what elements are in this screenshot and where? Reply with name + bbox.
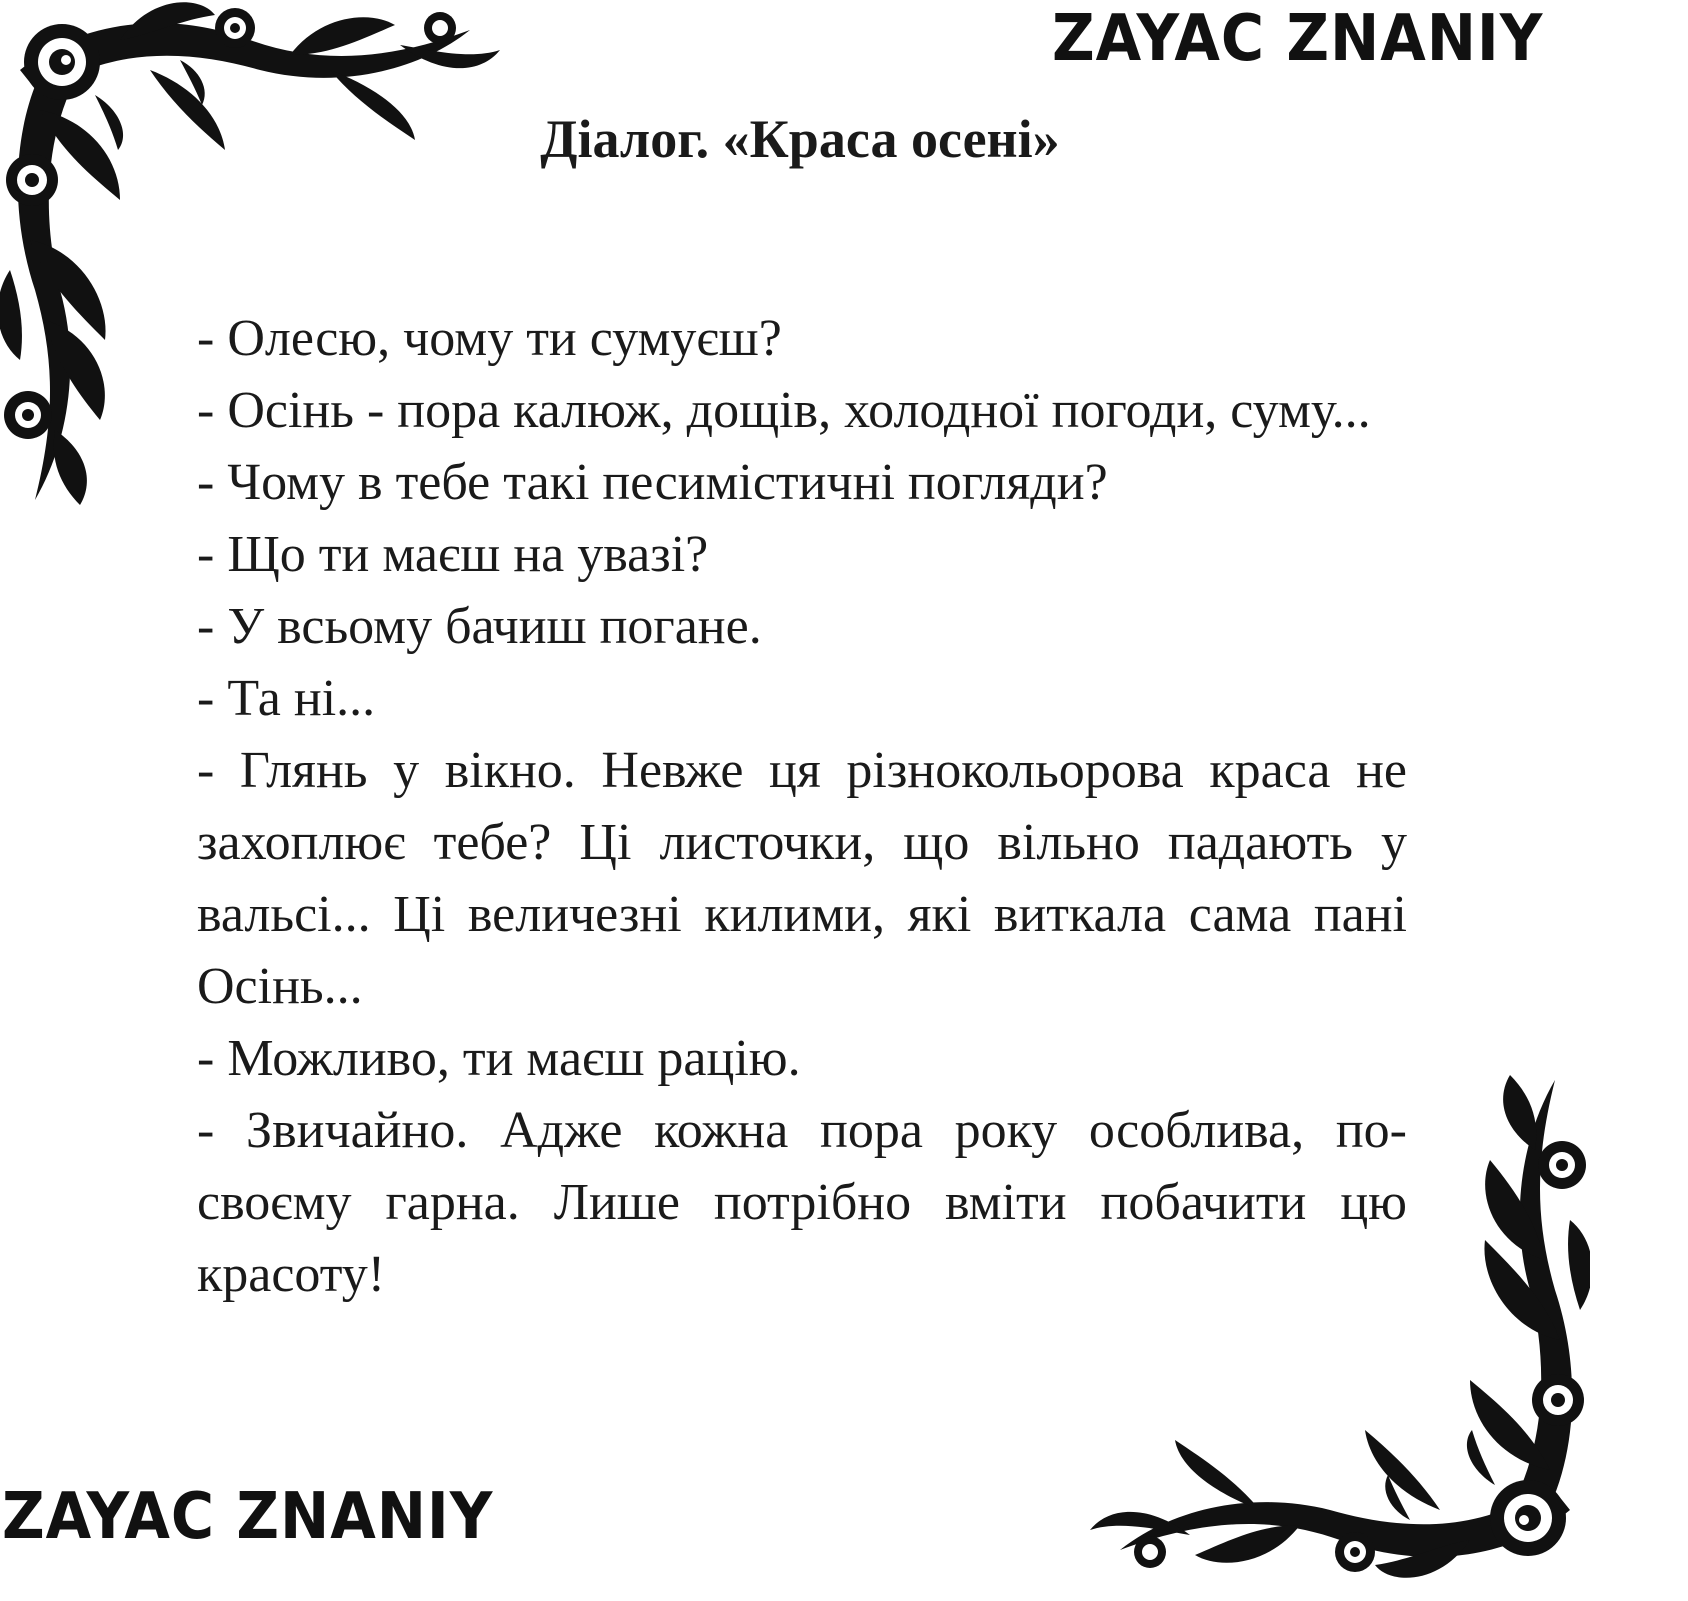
floral-corner-ornament-icon	[1070, 1070, 1590, 1580]
dialogue-line: - Що ти маєш на увазі?	[197, 526, 709, 583]
dialogue-line: - Олесю, чому ти сумуєш?	[197, 310, 782, 367]
dialogue-line: - Чому в тебе такі песимістичні погляди?	[197, 454, 1108, 511]
watermark-top: ZAYAC ZNANIY	[1052, 2, 1544, 76]
dialogue-line: - Осінь - пора калюж, дощів, холодної погоди, суму...	[197, 382, 1371, 439]
dialogue-line: - Можливо, ти маєш рацію.	[197, 1030, 801, 1087]
dialogue-line: - Та ні...	[197, 670, 376, 727]
dialogue-line: - У всьому бачиш погане.	[197, 598, 762, 655]
dialogue-line: - Глянь у вікно. Невже ця різнокольорова краса не захоплює тебе? Ці листочки, що вільно падають у вальсі... Ці величезні килими, які виткала сама пані Осінь...	[197, 742, 1407, 1015]
dialogue-line: - Звичайно. Адже кожна пора року особлива, по-своєму гарна. Лише потрібно вміти побачити цю красоту!	[197, 1102, 1407, 1303]
watermark-bottom: ZAYAC ZNANIY	[2, 1480, 494, 1554]
page-title: Діалог. «Краса осені»	[540, 109, 1060, 169]
